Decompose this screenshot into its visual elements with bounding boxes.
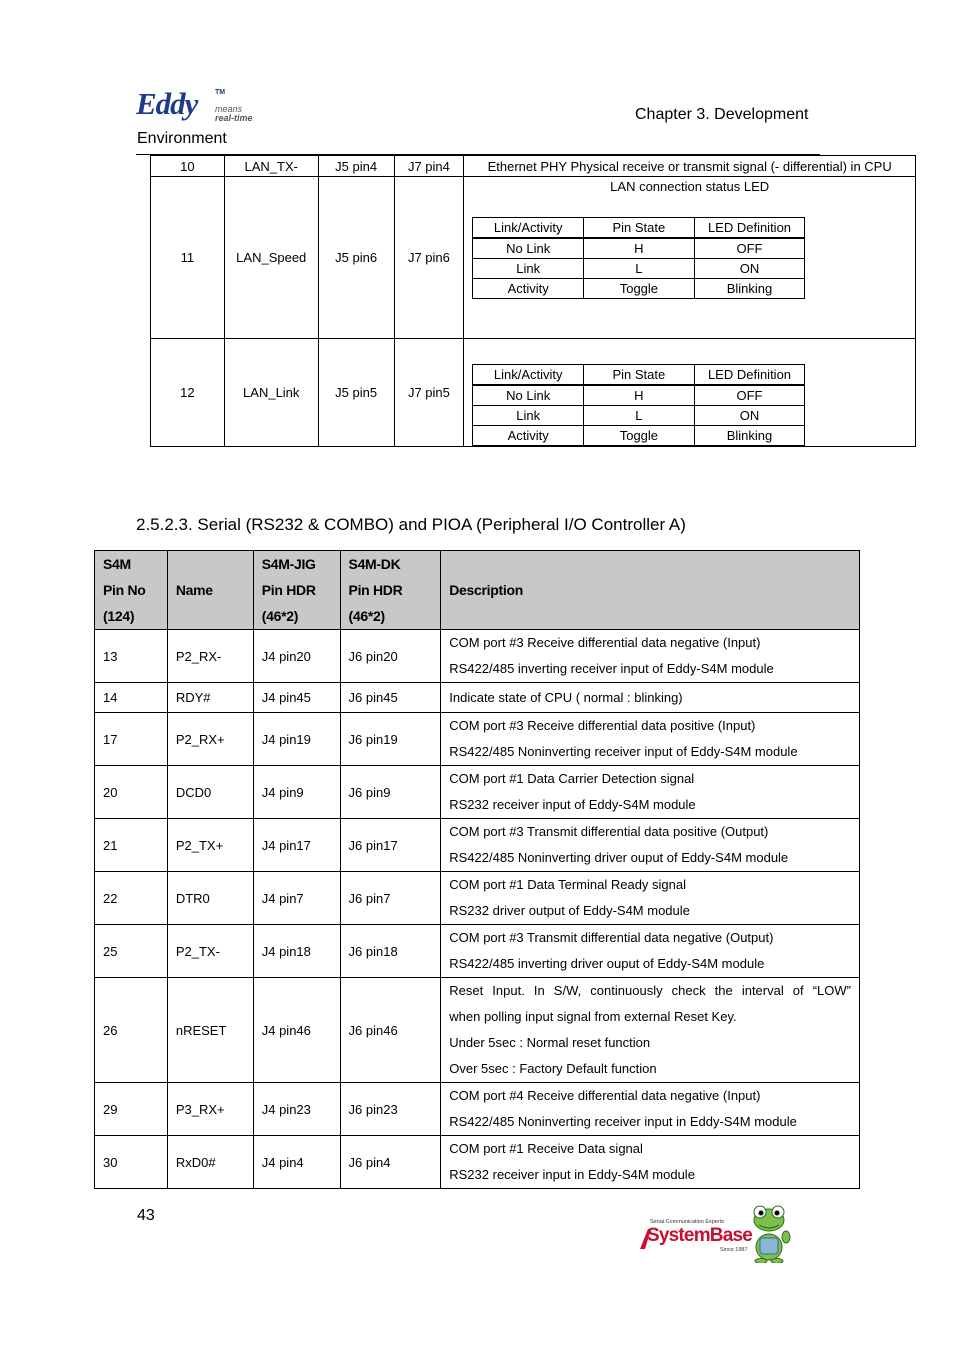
led-cell-text: OFF — [694, 238, 805, 259]
dk-pin: J7 pin6 — [394, 177, 464, 339]
pin-name: LAN_TX- — [224, 156, 318, 177]
led-cell-text: Toggle — [584, 426, 695, 446]
led-cell-text: Activity — [473, 426, 584, 446]
table-header-row — [95, 551, 860, 630]
pin-name: RxD0# — [167, 1136, 253, 1189]
systembase-since: Since 1987 — [720, 1247, 748, 1253]
pin-description — [441, 683, 860, 713]
eddy-logo-tagline-top: means — [215, 104, 243, 114]
pin-name: RDY# — [167, 683, 253, 713]
eddy-logo-tagline-bottom: real-time — [215, 113, 253, 123]
jig-pin: J4 pin9 — [253, 766, 340, 819]
led-status-table — [472, 217, 805, 299]
led-status-table — [472, 364, 805, 446]
pin-number: 13 — [95, 630, 168, 683]
table-row — [473, 279, 805, 299]
dk-pin: J7 pin5 — [394, 339, 464, 447]
header-description: Description — [441, 551, 860, 630]
description-line: RS422/485 Noninverting driver ouput of Eddy-S4M module — [449, 850, 789, 865]
pin-name: P3_RX+ — [167, 1083, 253, 1136]
eddy-logo — [136, 86, 256, 126]
dk-pin: J6 pin45 — [340, 683, 441, 713]
jig-pin: J4 pin18 — [253, 925, 340, 978]
pin-number: 30 — [95, 1136, 168, 1189]
led-cell-text: Blinking — [694, 426, 805, 446]
led-cell-text: Link — [473, 259, 584, 279]
table-row — [95, 819, 860, 872]
led-cell — [464, 339, 916, 447]
description-line: RS232 driver output of Eddy-S4M module — [449, 903, 690, 918]
jig-pin: J4 pin4 — [253, 1136, 340, 1189]
description-line: Reset Input. In S/W, continuously check the interval of “LOW” — [449, 983, 851, 998]
pin-number: 26 — [95, 978, 168, 1083]
pin-name: P2_RX- — [167, 630, 253, 683]
pin-description — [441, 713, 860, 766]
page-number: 43 — [137, 1207, 155, 1224]
dk-pin: J6 pin20 — [340, 630, 441, 683]
led-cell-text: L — [584, 259, 695, 279]
led-header-link: Link/Activity — [473, 218, 584, 239]
header-dk — [340, 551, 441, 630]
dk-pin: J6 pin4 — [340, 1136, 441, 1189]
eddy-logo-tm: TM — [215, 89, 226, 96]
table-row — [95, 630, 860, 683]
header-line: S4M — [103, 556, 131, 572]
description-line: RS232 receiver input in Eddy-S4M module — [449, 1167, 695, 1182]
systembase-logo — [638, 1203, 794, 1263]
jig-pin: J5 pin5 — [318, 339, 394, 447]
header-name: Name — [167, 551, 253, 630]
jig-pin: J4 pin45 — [253, 683, 340, 713]
pin-number: 12 — [151, 339, 225, 447]
table-row — [473, 385, 805, 406]
pin-number: 22 — [95, 872, 168, 925]
pin-number: 11 — [151, 177, 225, 339]
pin-description — [441, 872, 860, 925]
description-line: RS422/485 inverting receiver input of Eddy-S4M module — [449, 661, 774, 676]
dk-pin: J7 pin4 — [394, 156, 464, 177]
description-line: COM port #1 Receive Data signal — [449, 1141, 643, 1156]
led-caption: LAN connection status LED — [610, 179, 770, 194]
serial-pin-table-body — [95, 630, 860, 1189]
table-row — [151, 177, 916, 339]
pin-name: P2_TX+ — [167, 819, 253, 872]
description-line: Indicate state of CPU ( normal : blinking) — [449, 689, 683, 705]
table-row — [95, 713, 860, 766]
description-line: COM port #4 Receive differential data negative (Input) — [449, 1088, 761, 1103]
table-row — [473, 406, 805, 426]
table-row — [151, 339, 916, 447]
jig-pin: J4 pin20 — [253, 630, 340, 683]
section-title: 2.5.2.3. Serial (RS232 & COMBO) and PIOA (Peripheral I/O Controller A) — [136, 515, 686, 534]
dk-pin: J6 pin17 — [340, 819, 441, 872]
table-row — [95, 978, 860, 1083]
table-row — [473, 238, 805, 259]
table-row — [95, 925, 860, 978]
pin-name: LAN_Speed — [224, 177, 318, 339]
description-line: Over 5sec : Factory Default function — [449, 1061, 657, 1076]
pin-number: 29 — [95, 1083, 168, 1136]
jig-pin: J5 pin4 — [318, 156, 394, 177]
table-row — [473, 259, 805, 279]
description-line: COM port #3 Receive differential data negative (Input) — [449, 635, 761, 650]
jig-pin: J4 pin19 — [253, 713, 340, 766]
table-row — [95, 1136, 860, 1189]
pin-description — [441, 630, 860, 683]
led-cell-text: L — [584, 406, 695, 426]
led-cell-text: ON — [694, 406, 805, 426]
jig-pin: J4 pin7 — [253, 872, 340, 925]
jig-pin: J5 pin6 — [318, 177, 394, 339]
pin-name: DCD0 — [167, 766, 253, 819]
description-line: RS422/485 inverting driver ouput of Eddy-S4M module — [449, 956, 765, 971]
pin-number: 21 — [95, 819, 168, 872]
dk-pin: J6 pin9 — [340, 766, 441, 819]
description-line: COM port #3 Transmit differential data positive (Output) — [449, 824, 769, 839]
pin-description — [441, 766, 860, 819]
description-line: RS422/485 Noninverting receiver input in Eddy-S4M module — [449, 1114, 797, 1129]
jig-pin: J4 pin46 — [253, 978, 340, 1083]
led-header-pin-state: Pin State — [584, 218, 695, 239]
eddy-logo-word: Eddy — [136, 86, 198, 121]
pin-description — [441, 1136, 860, 1189]
table-row — [95, 683, 860, 713]
description-line: COM port #1 Data Terminal Ready signal — [449, 877, 687, 892]
description-line: when polling input signal from external Reset Key. — [449, 1009, 737, 1024]
description-line: COM port #3 Receive differential data positive (Input) — [449, 718, 756, 733]
dk-pin: J6 pin23 — [340, 1083, 441, 1136]
header-line: Pin No — [103, 582, 146, 598]
pin-name: P2_RX+ — [167, 713, 253, 766]
description-line: RS232 receiver input of Eddy-S4M module — [449, 797, 696, 812]
header-jig — [253, 551, 340, 630]
chapter-title: Chapter 3. Development — [635, 106, 809, 123]
led-cell-text: ON — [694, 259, 805, 279]
pin-number: 20 — [95, 766, 168, 819]
header-line: (46*2) — [261, 608, 299, 624]
led-cell-text: Link — [473, 406, 584, 426]
pin-name: DTR0 — [167, 872, 253, 925]
description-line: COM port #1 Data Carrier Detection signal — [449, 771, 695, 786]
dk-pin: J6 pin19 — [340, 713, 441, 766]
description-line: RS422/485 Noninverting receiver input of Eddy-S4M module — [449, 744, 798, 759]
pin-name: P2_TX- — [167, 925, 253, 978]
pin-number: 10 — [151, 156, 225, 177]
pin-name: nRESET — [167, 978, 253, 1083]
table-row — [151, 156, 916, 177]
header-line: S4M-DK — [348, 556, 401, 572]
pin-description — [441, 925, 860, 978]
table-row — [473, 218, 805, 239]
systembase-tagline: Serial Communication Experts — [650, 1219, 724, 1225]
jig-pin: J4 pin23 — [253, 1083, 340, 1136]
table-row — [95, 766, 860, 819]
pin-number: 14 — [95, 683, 168, 713]
led-header-definition: LED Definition — [694, 365, 805, 386]
pin-description — [441, 978, 860, 1083]
header-line: Pin HDR — [261, 582, 316, 598]
chapter-title-continued: Environment — [137, 130, 227, 147]
led-cell-text: H — [584, 385, 695, 406]
table-row — [95, 1083, 860, 1136]
led-cell-text: Blinking — [694, 279, 805, 299]
dk-pin: J6 pin46 — [340, 978, 441, 1083]
table-row — [95, 872, 860, 925]
led-cell-text: No Link — [473, 385, 584, 406]
description-line: Under 5sec : Normal reset function — [449, 1035, 651, 1050]
description-line: COM port #3 Transmit differential data negative (Output) — [449, 930, 774, 945]
pin-name: LAN_Link — [224, 339, 318, 447]
led-header-link: Link/Activity — [473, 365, 584, 386]
pin-description: Ethernet PHY Physical receive or transmit signal (- differential) in CPU — [464, 156, 916, 177]
dk-pin: J6 pin18 — [340, 925, 441, 978]
led-cell-text: Toggle — [584, 279, 695, 299]
pin-number: 25 — [95, 925, 168, 978]
jig-pin: J4 pin17 — [253, 819, 340, 872]
led-cell-text: No Link — [473, 238, 584, 259]
serial-pin-table — [94, 550, 860, 1189]
header-pin-no — [95, 551, 168, 630]
header-line: (46*2) — [348, 608, 385, 624]
table-row — [473, 365, 805, 386]
dk-pin: J6 pin7 — [340, 872, 441, 925]
lan-pin-table — [150, 155, 916, 447]
frog-mascot-icon — [754, 1206, 790, 1263]
header-line: (124) — [103, 608, 135, 624]
pin-number: 17 — [95, 713, 168, 766]
led-cell — [464, 177, 916, 339]
pin-description — [441, 819, 860, 872]
led-cell-text: OFF — [694, 385, 805, 406]
pin-description — [441, 1083, 860, 1136]
led-header-definition: LED Definition — [694, 218, 805, 239]
led-header-pin-state: Pin State — [584, 365, 695, 386]
table-row — [473, 426, 805, 446]
header-line: S4M-JIG — [261, 556, 316, 572]
systembase-wordmark: SystemBase — [647, 1225, 753, 1246]
led-cell-text: H — [584, 238, 695, 259]
led-cell-text: Activity — [473, 279, 584, 299]
header-line: Pin HDR — [348, 582, 403, 598]
